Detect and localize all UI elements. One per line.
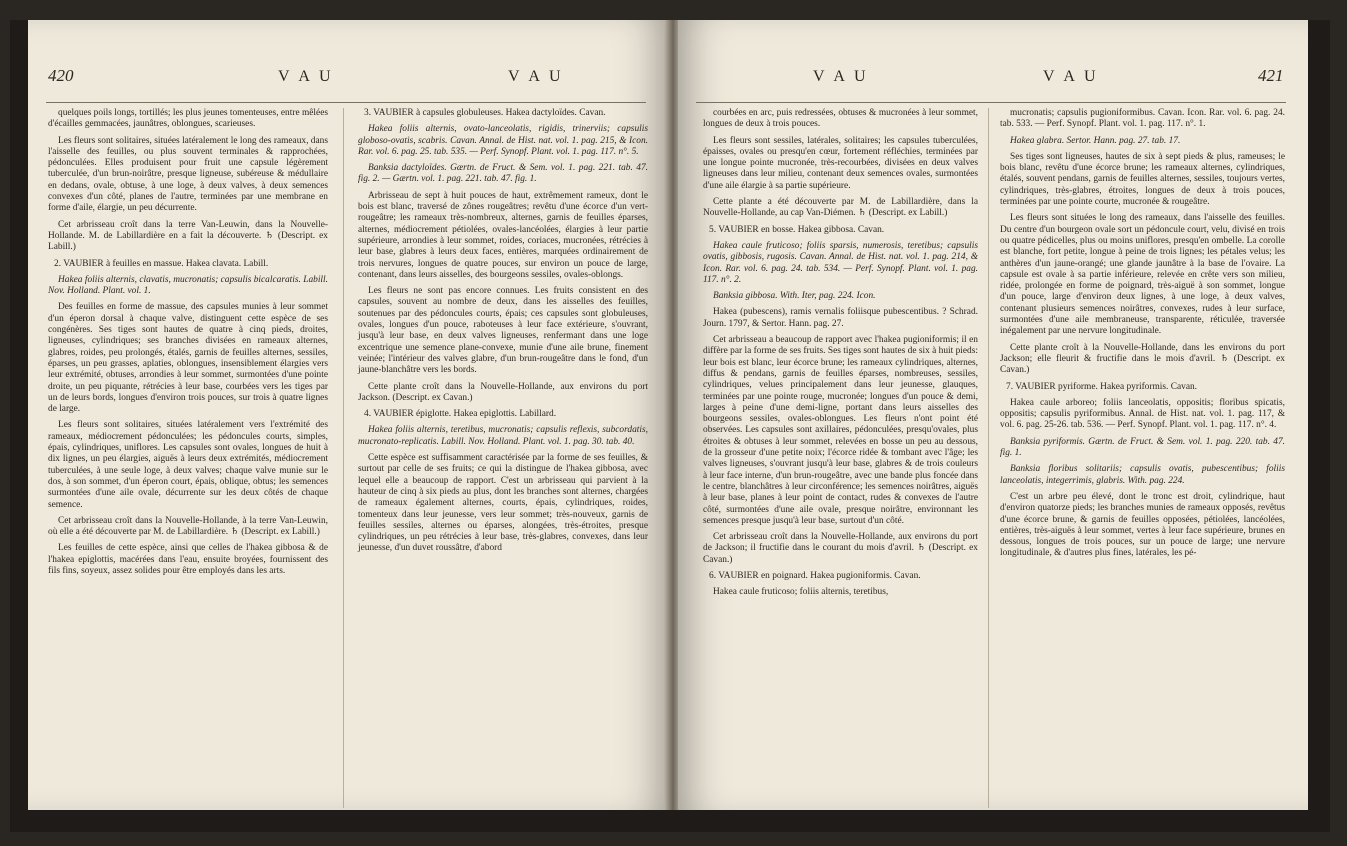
paragraph: Les fleurs ne sont pas encore connues. Les fruits consistent en des capsules, souvent au nombre de deux, dans les aisselles des feuilles, soutenues par des pédoncules courts, épais; ces capsules sont globuleuses, ovales, longues d'un pouce, raboteuses à leur face extérieure, s'ouvrant, jusqu'à leur base, en deux valves ligneuses, renfermant dans une loge excentrique une semence plane-convexe, munie d'une aile brune, finement veinée; l'intérieur des valves glabre, d'un brun-rougeâtre dans le fond, d'un jaune-blanchâtre vers les bords. xyxy=(358,286,648,376)
paragraph: Cette plante croît dans la Nouvelle-Hollande, aux environs du port Jackson. (Descript. ex Cavan.) xyxy=(358,381,648,403)
paragraph: Cet arbrisseau croît dans la Nouvelle-Hollande, aux environs du port de Jackson; il fructifie dans le courant du mois d'avril. ♄ (Descript. ex Cavan.) xyxy=(703,532,978,565)
paragraph: Ses tiges sont ligneuses, hautes de six à sept pieds & plus, rameuses; le bois blanc, revêtu d'une écorce brune; les rameaux alternes, cylindriques, étalés, souvent pendans, garnis de feuilles alternes, sessiles, toujours vertes, cylindriques, très-glabres, étroites, longues de deux à trois pouces, terminées par une pointe courte, mucronée & rougeâtre. xyxy=(1000,151,1285,208)
paragraph: Les fleurs sont solitaires, situées latéralement vers l'extrémité des rameaux, médiocrement pédonculées; les pédoncules courts, simples, épais, cylindriques, uniflores. Les capsules sont ovales, longues de huit à dix lignes, un peu élargies, aiguës à leurs deux extrémités, médiocrement tuberculées, à une seule loge, à deux valves; chaque valve munie sur le dos, à son sommet, d'un éperon court, épais, oblique, obtus; les semences surmontées d'une aile ovale, décurrente sur les deux côtés de chaque semence. xyxy=(48,420,328,510)
paragraph: courbées en arc, puis redressées, obtuses & mucronées à leur sommet, longues de deux à trois pouces. xyxy=(703,108,978,130)
paragraph: 4. VAUBIER épiglotte. Hakea epiglottis. Labillard. xyxy=(364,409,557,420)
head-rule xyxy=(46,102,646,103)
paragraph: Hakea caule fruticoso; foliis alternis, teretibus, xyxy=(713,587,889,598)
paragraph: 5. VAUBIER en bosse. Hakea gibbosa. Cavan. xyxy=(709,224,885,235)
paragraph: Cet arbrisseau croît dans la Nouvelle-Hollande, à la terre Van-Leuwin, où elle a été découverte par M. de Labillardière. ♄ (Descript. ex Labill.) xyxy=(48,515,328,538)
paragraph: Hakea foliis alternis, clavatis, mucronatis; capsulis bicalcaratis. Labill. Nov. Holland. Plant. vol. 1. xyxy=(48,274,328,297)
paragraph: Banksia pyriformis. Gærtn. de Fruct. & Sem. vol. 1. pag. 220. tab. 47. fig. 1. xyxy=(1000,436,1285,459)
paragraph: Hakea caule fruticoso; foliis sparsis, numerosis, teretibus; capsulis ovatis, gibbosis, rugosis. Cavan. Annal. de Hist. nat. vol. 1. pag. 214, & Icon. Rar. vol. 6. pag. 24. tab. 534. — Perf. Synopf. Plant. vol. 1. pag. 117. n°. 2. xyxy=(703,240,978,285)
running-head-right-a: V A U xyxy=(813,68,869,85)
paragraph: Arbrisseau de sept à huit pouces de haut, extrêmement rameux, dont le bois est blanc, traversé de zônes rougeâtres; revêtu d'une écorce d'un vert-rougeâtre; les rameaux très-nombreux, alternes, garnis de feuilles éparses, alternes, médiocrement pétiolées, ovales-lancéolées, élargies à leur partie supérieure, arrondies à leur sommet, roides, coriaces, mucronées, rétrécies à leur base, glabres à leurs deux faces, entières, marquées ordinairement de trois nervures, longues de quatre pouces, sur environ un pouce de large, contenant, dans leurs aisselles, des bourgeons sessiles, ovales-oblongs. xyxy=(358,190,648,280)
running-head-left-b: V A U xyxy=(508,68,564,85)
column-divider xyxy=(988,108,989,808)
right-page-column-1 xyxy=(703,108,978,604)
page-number-right: 421 xyxy=(1258,66,1284,85)
paragraph: Hakea glabra. Sertor. Hann. pag. 27. tab. 17. xyxy=(1010,135,1181,146)
paragraph: 6. VAUBIER en poignard. Hakea pugioniformis. Cavan. xyxy=(709,570,921,581)
left-page-column-1 xyxy=(48,108,328,582)
paragraph: Les fleurs sont situées le long des rameaux, dans l'aisselle des feuilles. Du centre d'un bourgeon ovale sort un pédoncule court, velu, divisé en trois ou quatre pédicelles, plus ou moins uniflores, presqu'en ombelle. La corolle est blanche, fort petite, longue à peine de trois lignes; les pétales velus; les anthères d'un jaune-orangé; une glande jaunâtre à la base de l'ovaire. La capsule est ovale à sa partie inférieure, relevée en crête vers son milieu, ridée, prolongée en forme de poignard, très-aiguë à son sommet, longue d'un pouce, large d'environ deux lignes, à une loge, à deux valves, contenant plusieurs semences noirâtres, convexes, rudes à leur surface, surmontées d'une aile membraneuse, transparente, réticulée, traversée inégalement par une nervure longitudinale. xyxy=(1000,213,1285,337)
paragraph: Les feuilles de cette espèce, ainsi que celles de l'hakea gibbosa & de l'hakea epiglottis, macérées dans l'eau, ensuite broyées, fournissent des fils fins, soyeux, assez solides pour être employés dans les arts. xyxy=(48,543,328,576)
paragraph: Banksia gibbosa. With. Iter, pag. 224. Icon. xyxy=(713,291,876,302)
paragraph: Des feuilles en forme de massue, des capsules munies à leur sommet d'un éperon dorsal à chaque valve, distinguent cette espèce de ses congénères. Ses tiges sont hautes de quatre à cinq pieds, droites, ligneuses, cylindriques; ses branches divisées en rameaux alternes, glabres, roides, peu prolongés, étalés, garnis de feuilles alternes, sessiles, éparses, un peu grasses, aplaties, oblongues, insensiblement élargies vers leur extrémité, obtuses, arrondies à leur sommet, surmontées d'une pointe droite, un peu piquante, rétrécies à leur base, courbées vers les tiges par un de leurs bords, longues d'environ trois pouces, sur trois à quatre lignes de large. xyxy=(48,302,328,415)
column-divider xyxy=(343,108,344,808)
paragraph: Les fleurs sont sessiles, latérales, solitaires; les capsules tuberculées, épaisses, ovales ou presqu'en cœur, fortement réfléchies, terminées par une longue pointe mucronée, très-recourbées, divisées en deux valves ligneuses dans leur milieu, contenant deux semences ovales, surmontées d'une aile élargie à sa partie supérieure. xyxy=(703,135,978,191)
left-page-column-2 xyxy=(358,108,648,560)
paragraph: 2. VAUBIER à feuilles en massue. Hakea clavata. Labill. xyxy=(54,258,269,269)
paragraph: Hakea caule arboreo; foliis lanceolatis, oppositis; floribus spicatis, oppositis; capsulis pyriformibus. Annal. de Hist. nat. vol. 1. pag. 117, & vol. 6. pag. 25-26. tab. 536. — Perf. Synopf. Plant. vol. 1. pag. 117. n°. 4. xyxy=(1000,397,1285,431)
paragraph: Hakea foliis alternis, ovato-lanceolatis, rigidis, trinerviis; capsulis globoso-ovatis, scabris. Cavan. Annal. de Hist. nat. vol. 1. pag. 215, & Icon. Rar. vol. 6. pag. 25. tab. 535. — Perf. Synopf. Plant. vol. 1. pag. 117. n°. 5. xyxy=(358,124,648,157)
paragraph: Hakea foliis alternis, teretibus, mucronatis; capsulis reflexis, subcordatis, mucronato-replicatis. Labill. Nov. Holland. Plant. vol. 1. pag. 30. tab. 40. xyxy=(358,425,648,447)
left-page xyxy=(28,20,668,810)
paragraph: Cette espèce est suffisamment caractérisée par la forme de ses feuilles, & surtout par celle de ses fruits; ce qui la distingue de l'hakea gibbosa, avec lequel elle a beaucoup de rapport. C'est un arbrisseau qui parvient à la hauteur de cinq à six pieds au plus, dont les branches sont alternes, chargées de rameaux également alternes, courts, épais, cylindriques, roides, tomenteux dans leur jeunesse, vers leur sommet; très-nouveux, garnis de feuilles sessiles, alternes ou éparses, alongées, très-étroites, presque cylindriques, un peu rétrécies à leur base, très-glabres, convexes, dans leur jeunesse, d'un duvet roussâtre, d'abord xyxy=(358,453,648,554)
paragraph: Cette plante a été découverte par M. de Labillardière, dans la Nouvelle-Hollande, au cap Van-Diémen. ♄ (Descript. ex Labill.) xyxy=(703,197,978,219)
page-number-left: 420 xyxy=(48,66,74,85)
paragraph: Hakea (pubescens), ramis vernalis foliisque pubescentibus. ? Schrad. Journ. 1797, & Sertor. Hann. pag. 27. xyxy=(703,307,978,329)
paragraph: 7. VAUBIER pyriforme. Hakea pyriformis. Cavan. xyxy=(1006,381,1198,392)
paragraph: Cet arbrisseau croît dans la terre Van-Leuwin, dans la Nouvelle-Hollande. M. de Labillardière en a fait la découverte. ♄ (Descript. ex Labill.) xyxy=(48,219,328,253)
paragraph: Cette plante croît à la Nouvelle-Hollande, dans les environs du port Jackson; elle fleurit & fructifie dans le mois d'avril. ♄ (Descript. ex Cavan.) xyxy=(1000,342,1285,376)
running-head-left-a: V A U xyxy=(278,68,334,85)
right-page-column-2 xyxy=(1000,108,1285,565)
paragraph: Banksia dactyloïdes. Gærtn. de Fruct. & Sem. vol. 1. pag. 221. tab. 47. fig. 2. — Gærtn. vol. 1. pag. 221. tab. 47. fig. 1. xyxy=(358,163,648,185)
right-page xyxy=(678,20,1308,810)
head-rule xyxy=(696,102,1286,103)
paragraph: Banksia floribus solitariis; capsulis ovatis, pubescentibus; foliis lanceolatis, integerrimis, glabris. With. pag. 224. xyxy=(1000,464,1285,486)
paragraph: 3. VAUBIER à capsules globuleuses. Hakea dactyloïdes. Cavan. xyxy=(364,108,606,118)
paragraph: quelques poils longs, tortillés; les plus jeunes tomenteuses, entre mêlées d'écailles gemmacées, jaunâtres, oblongues, scarieuses. xyxy=(48,108,329,130)
running-head-right-b: V A U xyxy=(1043,68,1099,85)
paragraph: Les fleurs sont solitaires, situées latéralement le long des rameaux, dans l'aisselle des feuilles, ou plus souvent terminales & rapprochées, pédonculées. Elles produisent pour fruit une capsule légèrement tuberculée, d'un brun-noirâtre, presque ligneuse, subéreuse & médullaire en dedans, ovale, obtuse, à une loge, à deux valves, à deux semences convexes d'un côté, planes de l'autre, terminées par une membrane en forme d'aile, élargie, un peu décurrente. xyxy=(48,135,328,214)
paragraph: Cet arbrisseau a beaucoup de rapport avec l'hakea pugioniformis; il en diffère par la forme de ses fruits. Ses tiges sont hautes de six à huit pieds: leur bois est blanc, leur écorce brune; les rameaux cylindriques, alternes, diffus & pendans, garnis de feuilles éparses, nombreuses, sessiles, cylindriques, velues principalement dans leur jeunesse, glauques, terminées par une pointe rouge, mucronée; longues d'un pouce & demi, larges à peine d'une demi-ligne, portant dans leurs aisselles des bourgeons sessiles, ovales-oblongues. Les fleurs n'ont point été observées. Les capsules sont axillaires, pédonculées, presqu'ovales, plus étroites & obtuses à leur sommet, relevées en bosse un peu au dessous, de la grosseur d'une petite noix; l'écorce ridée & tombant avec l'âge; les valves ligneuses, s'ouvrant jusqu'à leur base, glabres & de trois couleurs à leur face interne, d'un brun-rougeâtre, avec une bande plus foncée dans le centre, blanchâtres à leur circonférence; les semences noirâtres, aiguës à leur base, planes à leur point de contact, rudes & convexes de l'autre côté, surmontées d'une aile ovale, presque noirâtre, environnant les semences presque jusqu'à leur base, surtout d'un côté. xyxy=(703,335,978,526)
paragraph: C'est un arbre peu élevé, dont le tronc est droit, cylindrique, haut d'environ quatorze pieds; les branches munies de rameaux opposés, revêtus d'une écorce brune, & garnis de feuilles opposées, pétiolées, lancéolées, entières, très-aiguës à leur sommet, vertes à leur face supérieure, brunes en dessous, longues de trois pouces, sur un pouce de large; une nervure longitudinale, & d'autres plus fines, latérales, les pé- xyxy=(1000,491,1285,559)
paragraph: mucronatis; capsulis pugioniformibus. Cavan. Icon. Rar. vol. 6. pag. 24. tab. 533. — Perf. Synopf. Plant. vol. 1. pag. 117. n°. 1. xyxy=(1000,108,1285,130)
